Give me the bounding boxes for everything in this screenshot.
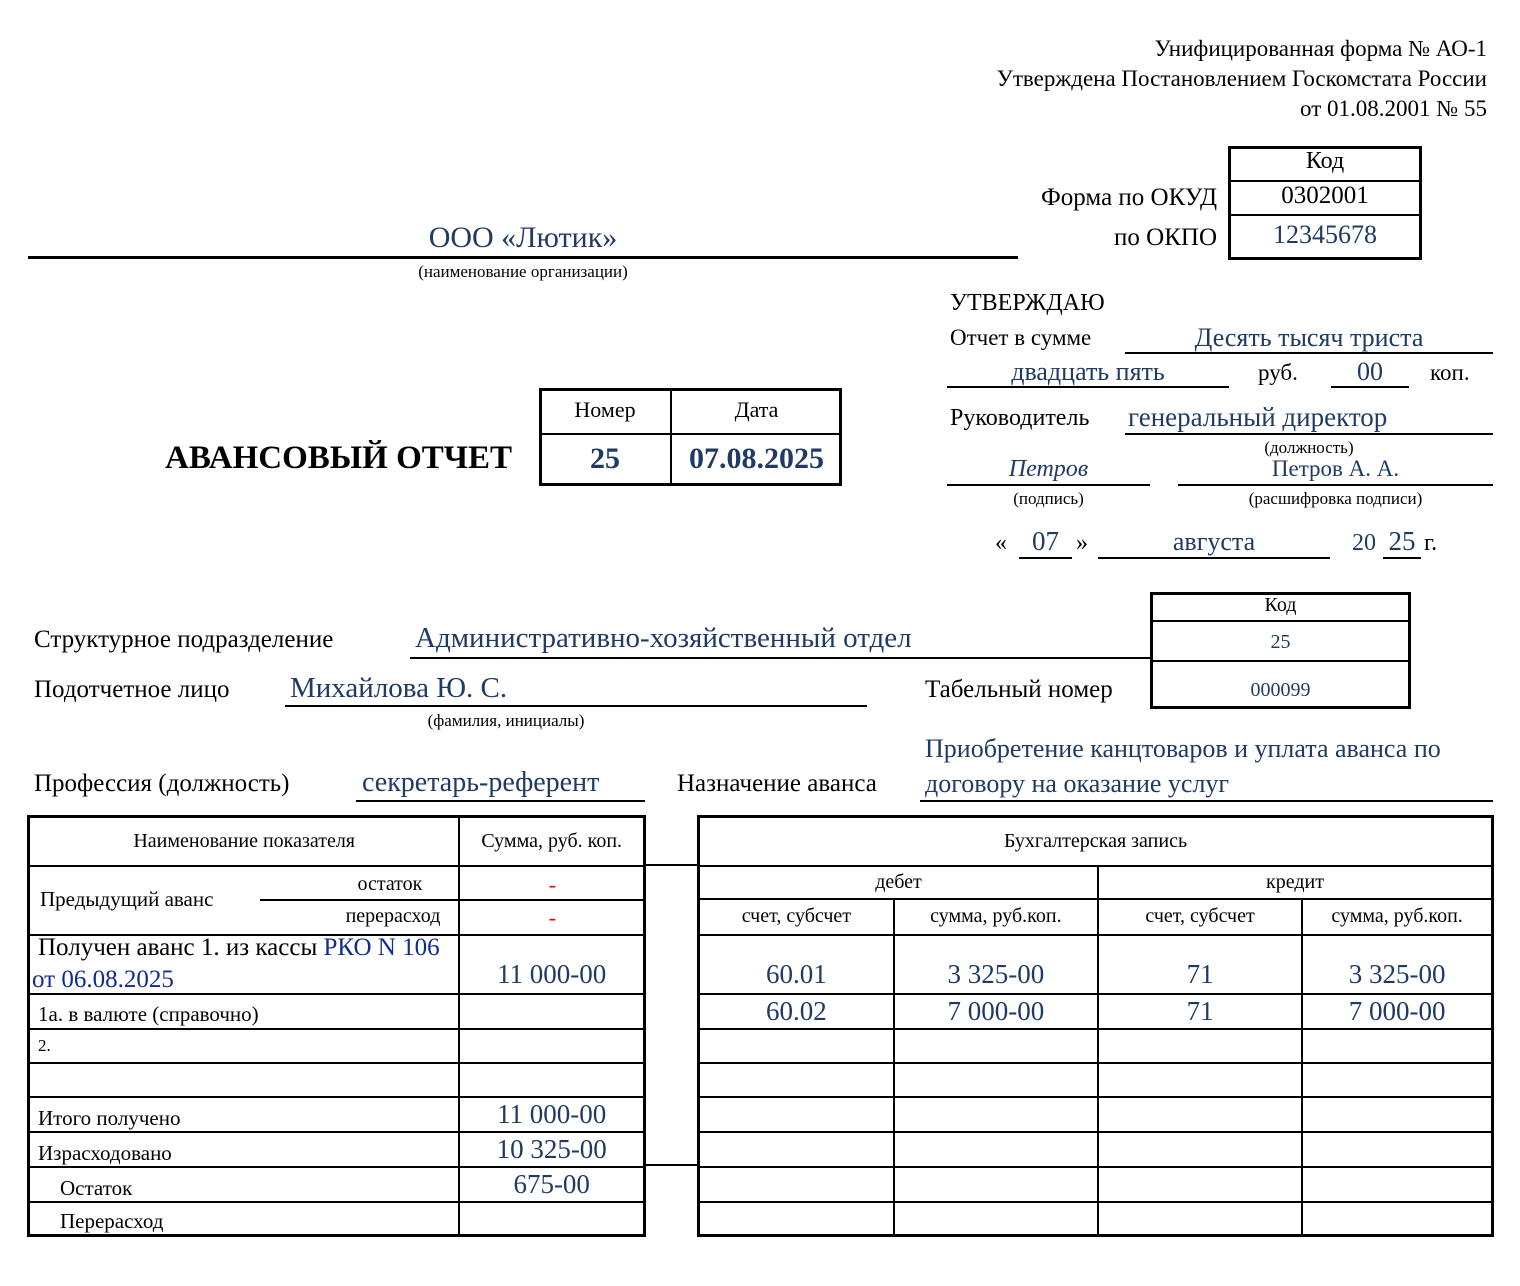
approval-month: августа	[1172, 527, 1256, 556]
person-caption: (фамилия, инициалы)	[427, 711, 585, 730]
balance-value: 675-00	[459, 1167, 644, 1202]
organization-caption: (наименование организации)	[418, 262, 628, 281]
prev-advance-label: Предыдущий аванс	[40, 886, 214, 911]
currency-label: 1а. в валюте (справочно)	[29, 994, 460, 1029]
col-sum-header: Сумма, руб. коп.	[459, 817, 644, 866]
debit-account-header: счет, субсчет	[699, 899, 894, 935]
okud-value: 0302001	[1281, 182, 1369, 209]
table-row	[29, 866, 645, 935]
table-row	[29, 1097, 645, 1132]
remainder-value: -	[548, 871, 557, 897]
approval-head-label: Руководитель	[950, 405, 1090, 431]
overspend-value: -	[548, 904, 557, 930]
document-date: 07.08.2025	[689, 442, 824, 475]
name-caption: (расшифровка подписи)	[1248, 489, 1423, 508]
approval-year-label: г.	[1424, 530, 1438, 556]
signature: Петров	[1008, 456, 1089, 482]
okud-label: Форма по ОКУД	[1041, 184, 1217, 211]
signature-name: Петров А. А.	[1271, 456, 1400, 481]
credit-amount-header: сумма, руб.коп.	[1302, 899, 1492, 935]
table-row	[29, 1063, 645, 1097]
spent-value: 10 325-00	[459, 1132, 644, 1167]
date-label: Дата	[734, 397, 779, 422]
received-doc-2: от 06.08.2025	[32, 965, 174, 993]
approval-kop-value: 00	[1357, 357, 1383, 386]
spent-label: Израсходовано	[29, 1132, 460, 1167]
table-row	[699, 1029, 1493, 1063]
debit-amount: 3 325-00	[894, 935, 1098, 994]
table-row	[29, 994, 645, 1029]
debit-amount: 7 000-00	[894, 994, 1098, 1029]
received-doc-1: РКО N 106	[323, 933, 440, 961]
table-row	[29, 1132, 645, 1167]
table-row	[699, 817, 1493, 866]
total-value: 11 000-00	[459, 1097, 644, 1132]
organization-name: ООО «Лютик»	[428, 221, 618, 254]
document-title: АВАНСОВЫЙ ОТЧЕТ	[165, 440, 513, 476]
date-quote-close: »	[1076, 530, 1088, 556]
credit-account: 71	[1098, 935, 1302, 994]
approval-kop-label: коп.	[1430, 360, 1470, 385]
credit-header: кредит	[1098, 866, 1493, 899]
purpose-line-1: Приобретение канцтоваров и уплата аванса по	[925, 734, 1441, 763]
table-row	[29, 935, 645, 994]
approval-day: 07	[1032, 526, 1059, 556]
table-row	[699, 899, 1493, 935]
person-label: Подотчетное лицо	[34, 676, 230, 703]
approval-sum-words-2: двадцать пять	[1011, 357, 1165, 386]
person-name: Михайлова Ю. С.	[290, 672, 508, 704]
received-prefix: Получен аванс 1. из кассы	[38, 933, 318, 961]
signature-caption: (подпись)	[1013, 489, 1084, 508]
approval-title: УТВЕРЖДАЮ	[950, 290, 1105, 316]
credit-account-header: счет, субсчет	[1098, 899, 1302, 935]
purpose-label: Назначение аванса	[677, 770, 877, 797]
balance-label: Остаток	[29, 1167, 460, 1202]
table-row	[29, 1029, 645, 1063]
table-row	[29, 1202, 645, 1236]
form-header	[997, 34, 1487, 124]
accounting-table	[697, 815, 1494, 1237]
credit-account: 71	[1098, 994, 1302, 1029]
position-caption: (должность)	[1264, 438, 1354, 457]
table-row	[29, 1167, 645, 1202]
number-label: Номер	[574, 397, 636, 422]
okpo-value: 12345678	[1273, 220, 1377, 249]
purpose-line-2: договору на оказание услуг	[925, 769, 1230, 798]
approval-year-prefix: 20	[1352, 530, 1376, 556]
profession-label: Профессия (должность)	[34, 770, 290, 797]
credit-amount: 7 000-00	[1302, 994, 1492, 1029]
remainder-label: остаток	[357, 872, 423, 895]
debit-amount-header: сумма, руб.коп.	[894, 899, 1098, 935]
approval-head-position: генеральный директор	[1128, 402, 1388, 432]
table-row	[699, 1202, 1493, 1236]
approval-sum-words-1: Десять тысяч триста	[1194, 323, 1424, 352]
form-header-line1: Унифицированная форма № АО-1	[1154, 36, 1487, 61]
row2-label: 2.	[29, 1029, 460, 1063]
table-row	[699, 1167, 1493, 1202]
codes-kod-label: Код	[1305, 148, 1345, 174]
debit-header: дебет	[699, 866, 1098, 899]
debit-account: 60.01	[699, 935, 894, 994]
approval-sum-label: Отчет в сумме	[950, 325, 1092, 350]
approval-year-suffix: 25	[1388, 526, 1416, 556]
profession: секретарь-референт	[362, 767, 600, 798]
table-row	[699, 1097, 1493, 1132]
received-value: 11 000-00	[459, 935, 644, 994]
table-row	[699, 935, 1493, 994]
department-label: Структурное подразделение	[34, 626, 334, 653]
details-kod-label: Код	[1264, 594, 1297, 616]
form-header-line3: от 01.08.2001 № 55	[1300, 96, 1487, 121]
debit-account: 60.02	[699, 994, 894, 1029]
document-number: 25	[590, 442, 620, 475]
total-label: Итого получено	[29, 1097, 460, 1132]
tab-number-label: Табельный номер	[925, 676, 1113, 703]
department-name: Административно-хозяйственный отдел	[415, 622, 912, 654]
approval-rub-label: руб.	[1258, 360, 1298, 385]
date-quote-open: «	[995, 530, 1007, 556]
table-row	[699, 1063, 1493, 1097]
advance-table	[27, 815, 646, 1237]
tab-number: 000099	[1250, 679, 1311, 701]
table-row	[699, 1132, 1493, 1167]
table-row	[29, 817, 645, 866]
okpo-label: по ОКПО	[1114, 224, 1217, 251]
accounting-title: Бухгалтерская запись	[699, 817, 1493, 866]
department-code: 25	[1270, 631, 1291, 653]
form-header-line2: Утверждена Постановлением Госкомстата России	[996, 66, 1487, 91]
over-label: Перерасход	[29, 1202, 460, 1236]
overspend-label: перерасход	[345, 904, 441, 927]
credit-amount: 3 325-00	[1302, 935, 1492, 994]
table-row	[699, 866, 1493, 899]
table-row	[699, 994, 1493, 1029]
col-name-header: Наименование показателя	[29, 817, 460, 866]
